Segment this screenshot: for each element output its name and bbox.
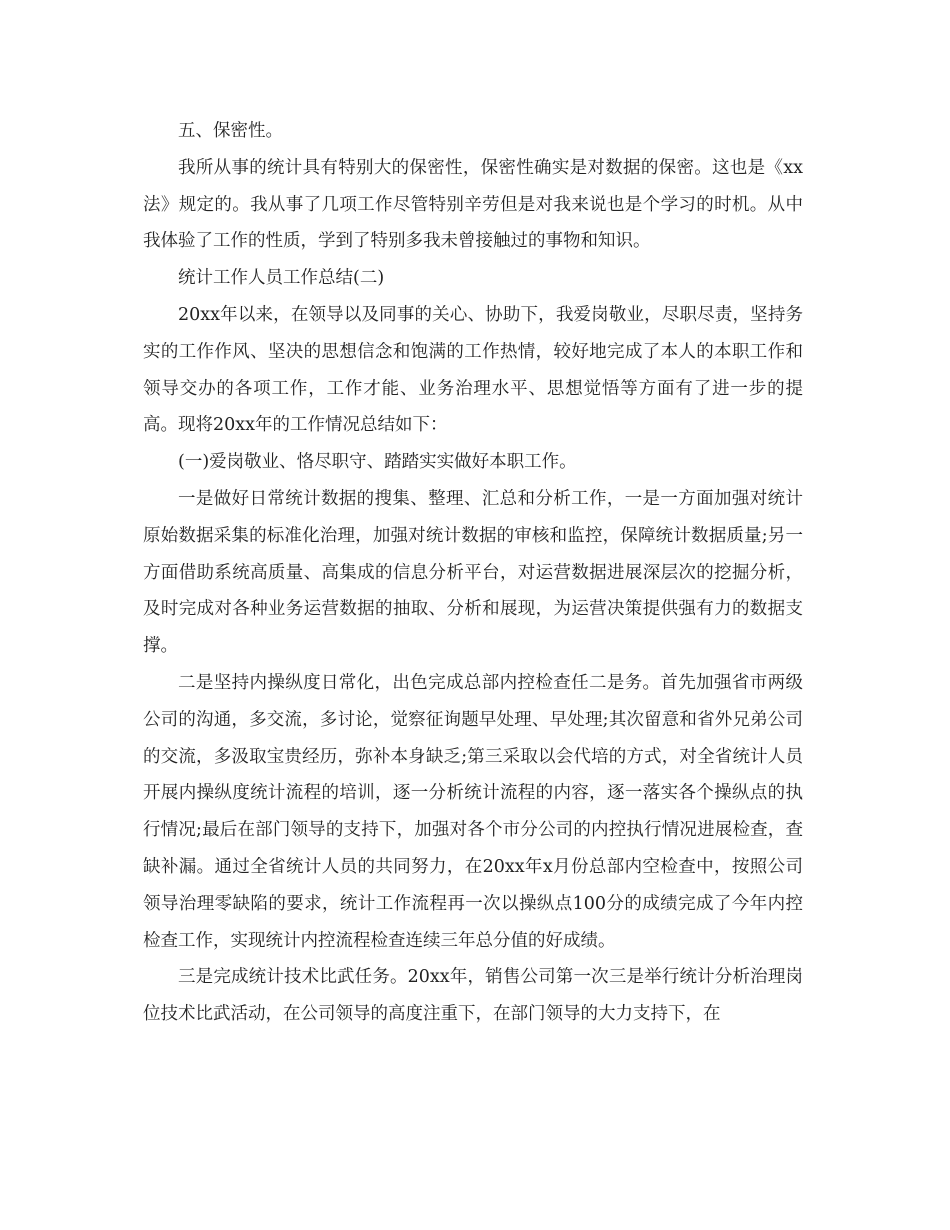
paragraph-confidentiality: 我所从事的统计具有特别大的保密性，保密性确实是对数据的保密。这也是《xx法》规定的。我从事了几项工作尽管特别辛劳但是对我来说也是个学习的时机。从中我体验了工作的性质，学到了特别多我未曾接触过的事物和知识。 xyxy=(143,157,803,252)
document-page xyxy=(143,113,803,1033)
paragraph-internal-control: 二是坚持内操纵度日常化，出色完成总部内控检查任二是务。首先加强省市两级公司的沟通，多交流，多讨论，觉察征询题早处理、早处理;其次留意和省外兄弟公司的交流，多汲取宝贵经历，弥补本身缺乏;第三采取以会代培的方式，对全省统计人员开展内操纵度统计流程的培训，逐一分析统计流程的内容，逐一落实各个操纵点的执行情况;最后在部门领导的支持下，加强对各个市分公司的内控执行情况进展检查，查缺补漏。通过全省统计人员的共同努力，在20xx年x月份总部内空检查中，按照公司领导治理零缺陷的要求，统计工作流程再一次以操纵点100分的成绩完成了今年内控检查工作，实现统计内控流程检查连续三年总分值的好成绩。 xyxy=(143,672,803,951)
paragraph-skills-competition: 三是完成统计技术比武任务。20xx年，销售公司第一次三是举行统计分析治理岗位技术比武活动，在公司领导的高度注重下，在部门领导的大力支持下，在 xyxy=(143,967,803,1025)
paragraph-intro: 20xx年以来，在领导以及同事的关心、协助下，我爱岗敬业，尽职尽责，坚持务实的工作作风、坚决的思想信念和饱满的工作热情，较好地完成了本人的本职工作和领导交办的各项工作，工作才能、业务治理水平、思想觉悟等方面有了进一步的提高。现将20xx年的工作情况总结如下： xyxy=(143,304,803,436)
section-heading-confidentiality: 五、保密性。 xyxy=(178,121,283,141)
document-subtitle: 统计工作人员工作总结(二) xyxy=(178,268,385,289)
section-heading-dedication: (一)爱岗敬业、恪尽职守、踏踏实实做好本职工作。 xyxy=(178,452,577,473)
paragraph-data-collection: 一是做好日常统计数据的搜集、整理、汇总和分析工作，一是一方面加强对统计原始数据采集的标准化治理，加强对统计数据的审核和监控，保障统计数据质量;另一方面借助系统高质量、高集成的信息分析平台，对运营数据进展深层次的挖掘分析，及时完成对各种业务运营数据的抽取、分析和展现，为运营决策提供强有力的数据支撑。 xyxy=(143,488,803,657)
